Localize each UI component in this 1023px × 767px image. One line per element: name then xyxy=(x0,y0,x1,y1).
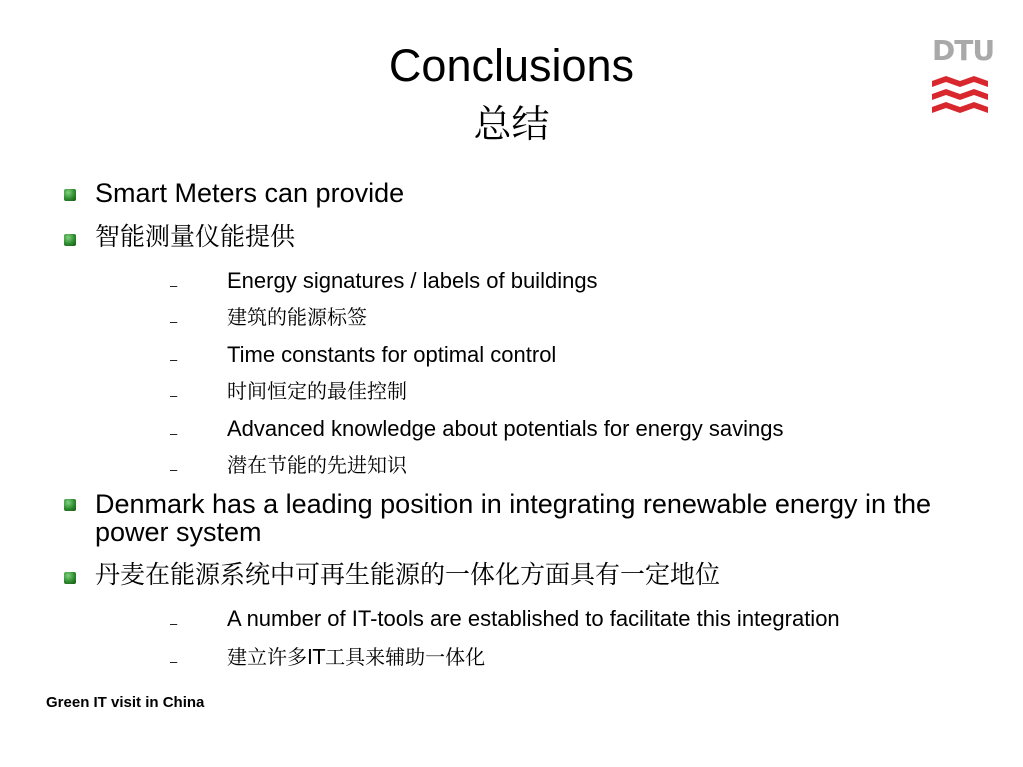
list-item-level2: 建立许多IT工具来辅助一体化 xyxy=(227,645,486,669)
list-item-level1: Denmark has a leading position in integrating renewable energy in the power system xyxy=(95,489,932,547)
dtu-logo-waves-icon xyxy=(932,76,988,116)
list-item-level2: 潜在节能的先进知识 xyxy=(227,453,407,477)
bullet-icon xyxy=(64,189,76,201)
list-item-level2: Energy signatures / labels of buildings xyxy=(227,268,598,293)
dash-marker: – xyxy=(170,654,178,669)
footer-text: Green IT visit in China xyxy=(46,694,205,711)
list-item-level1: 丹麦在能源系统中可再生能源的一体化方面具有一定地位 xyxy=(95,560,721,589)
slide-subtitle: 总结 xyxy=(473,102,550,146)
logo-text: DTU xyxy=(932,34,995,67)
slide-title: Conclusions xyxy=(388,40,635,91)
dash-marker: – xyxy=(170,314,178,329)
dash-marker: – xyxy=(170,278,178,293)
list-item-level2: Advanced knowledge about potentials for energy savings xyxy=(227,416,784,441)
list-item-level2: A number of IT-tools are established to facilitate this integration xyxy=(227,606,840,631)
dash-marker: – xyxy=(170,462,178,477)
dash-marker: – xyxy=(170,352,178,367)
bullet-icon xyxy=(64,572,76,584)
list-item-level2: Time constants for optimal control xyxy=(227,342,557,367)
bullet-icon xyxy=(64,499,76,511)
list-item-level2: 时间恒定的最佳控制 xyxy=(227,379,407,403)
dash-marker: – xyxy=(170,616,178,631)
dash-marker: – xyxy=(170,426,178,441)
dash-marker: – xyxy=(170,388,178,403)
list-item-level1: Smart Meters can provide xyxy=(95,178,405,208)
list-item-level1: 智能测量仪能提供 xyxy=(95,222,296,251)
bullet-icon xyxy=(64,234,76,246)
list-item-level2: 建筑的能源标签 xyxy=(227,305,367,329)
dtu-logo xyxy=(932,34,995,116)
